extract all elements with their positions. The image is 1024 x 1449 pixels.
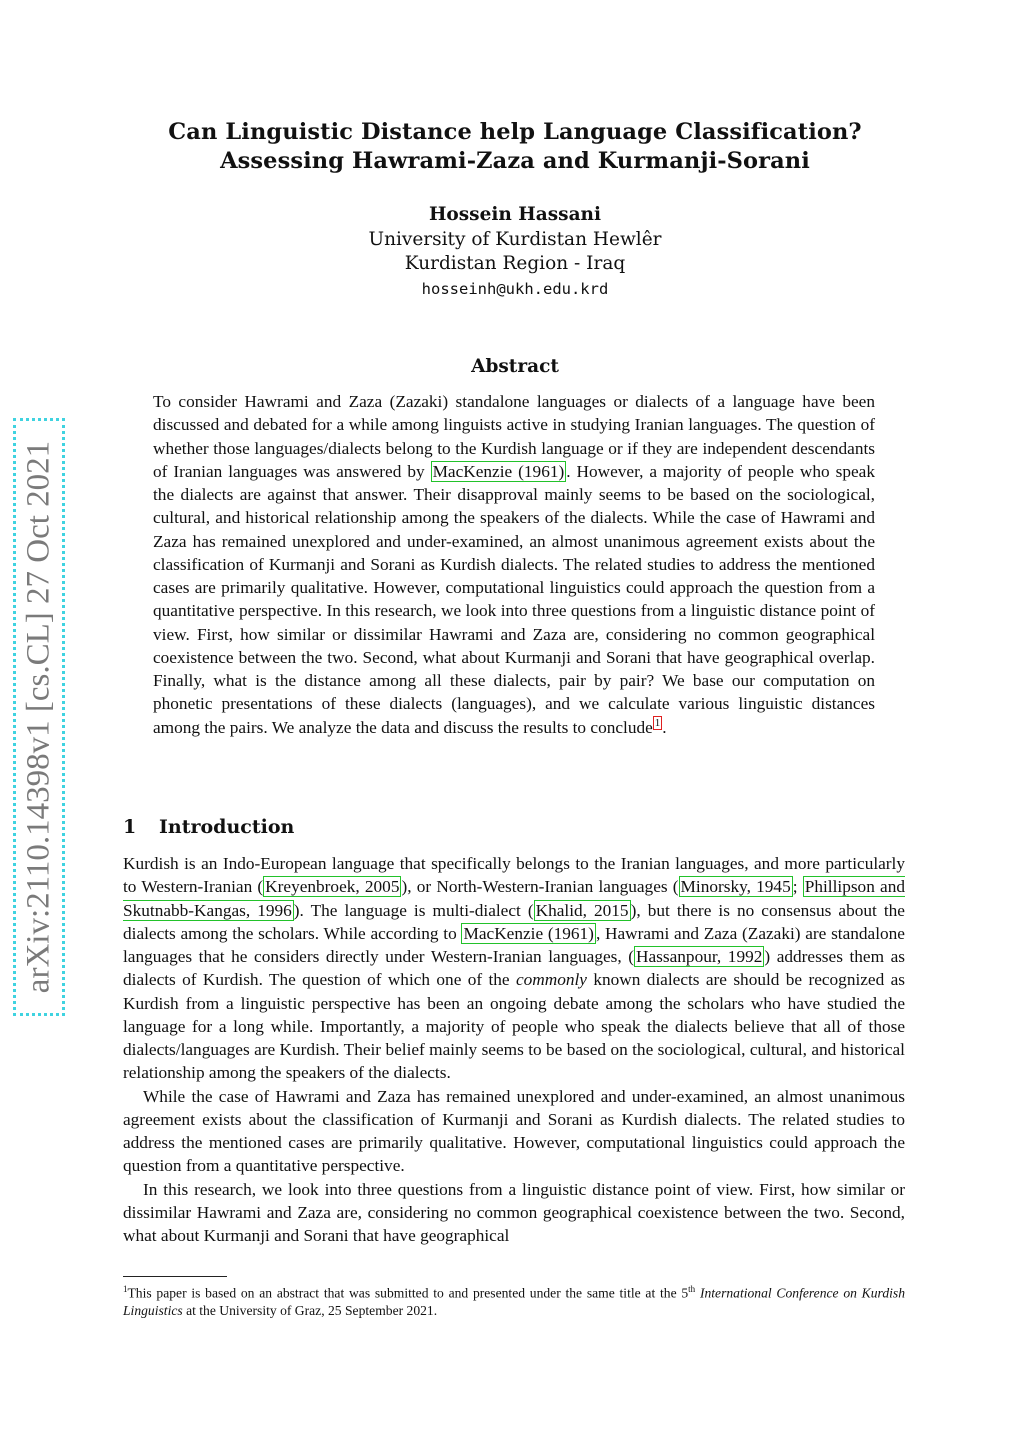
citation-link[interactable]: Hassanpour, 1992: [636, 947, 763, 966]
footnote-rule: [123, 1276, 227, 1277]
text-run: , Hawrami and Zaza (Zazaki) are standalone languages that he considers directly under Western-Iranian languages, (: [123, 923, 905, 966]
section-title: Introduction: [159, 816, 295, 838]
text-run: ), or North-Western-Iranian languages (: [401, 877, 679, 897]
footnote-text-2: at the University of Graz, 25 September 2021.: [182, 1303, 438, 1319]
text-run: ), but there is no consensus about the dialects among the scholars. While according to: [123, 900, 905, 943]
author-location: Kurdistan Region - Iraq: [404, 253, 626, 274]
citation-link[interactable]: MacKenzie (1961): [463, 923, 594, 943]
section-heading: [123, 816, 294, 838]
abstract-text: [153, 390, 875, 739]
abstract-part-2: . However, a majority of people who speak the dialects are against that answer. Their disapproval mainly seems to be based on the sociological, cultural, and historical relationship among the speakers of the dialects. While the case of Hawrami and Zaza has remained unexplored and under-examined, an almost unanimous agreement exists about the classification of Kurmanji and Sorani as Kurdish dialects. The related studies to address the mentioned cases are primarily qualitative. However, computational linguistics could approach the question from a quantitative perspective. In this research, we look into three questions from a linguistic distance point of view. First, how similar or dissimilar Hawrami and Zaza are, considering no common geographical coexistence between the two. Second, what about Kurmanji and Sorani that have geographical overlap. Finally, what is the distance among all these dialects, pair by pair? We base our computation on phonetic presentations of these dialects (languages), and we calculate various linguistic distances among the pairs. We analyze the data and discuss the results to conclude: [153, 461, 875, 737]
text-run: ;: [792, 877, 803, 897]
footnote-ref-link[interactable]: 1: [654, 716, 661, 729]
footnote-mark: 1: [123, 1284, 128, 1294]
citation-link[interactable]: Minorsky, 1945: [680, 877, 791, 897]
text-run: Kurdish is an Indo-European language that specifically belongs to the Iranian languages, and more particularly to Western-Iranian (: [123, 854, 905, 897]
text-run: ). The language is multi-dialect (: [293, 900, 534, 920]
author-affiliation: University of Kurdistan Hewlêr: [368, 228, 662, 250]
abstract-end: .: [662, 717, 667, 737]
intro-paragraph-3: In this research, we look into three questions from a linguistic distance point of view. First, how similar or dissimilar Hawrami and Zaza are, considering no common geographical coexistence between the two. Second, what about Kurmanji and Sorani that have geographical: [123, 1179, 905, 1245]
citation-link[interactable]: Phillipson and Skutnabb-Kangas, 1996: [123, 877, 905, 920]
author-name: Hossein Hassani: [428, 204, 602, 225]
footnote-superscript: th: [688, 1284, 696, 1294]
paper-title: [100, 118, 930, 176]
abstract-part-1: To consider Hawrami and Zaza (Zazaki) standalone languages or dialects of a language have been discussed and debated for a while among linguists active in studying Iranian languages. The question of whether those languages/dialects belong to the Kurdish language or if they are independent descendants of Iranian languages was answered by: [153, 392, 875, 481]
intro-paragraph-1: [123, 852, 905, 1085]
author-email[interactable]: hosseinh@ukh.edu.krd: [421, 279, 609, 298]
arxiv-stamp[interactable]: [13, 418, 65, 1016]
footnote: [123, 1281, 905, 1320]
emphasis-text: commonly: [515, 970, 587, 990]
introduction-body: [123, 852, 905, 1247]
section-number: 1: [123, 816, 137, 838]
author-block: [100, 203, 930, 301]
citation-link[interactable]: MacKenzie (1961): [432, 461, 565, 481]
footnote-conference: International Conference on Kurdish Linguistics: [123, 1285, 905, 1319]
intro-paragraph-2: While the case of Hawrami and Zaza has remained unexplored and under-examined, an almost unanimous agreement exists about the classification of Kurmanji and Sorani as Kurdish dialects. The related studies to address the mentioned cases are primarily qualitative. However, computational linguistics could approach the question from a quantitative perspective.: [123, 1086, 905, 1176]
abstract-heading: Abstract: [471, 356, 559, 377]
title-line-2: Assessing Hawrami-Zaza and Kurmanji-Sorani: [220, 148, 810, 174]
citation-link[interactable]: Khalid, 2015: [535, 900, 629, 920]
text-run: ) addresses them as dialects of Kurdish. The question of which one of the: [123, 947, 906, 990]
footnote-text-1: This paper is based on an abstract that was submitted to and presented under the same title at the 5: [127, 1285, 689, 1301]
citation-link[interactable]: Kreyenbroek, 2005: [265, 877, 400, 897]
title-line-1: Can Linguistic Distance help Language Classification?: [168, 119, 862, 145]
text-run: known dialects are should be recognized as Kurdish from a linguistic perspective has been an ongoing debate among the scholars who have studied the language for a long while. Importantly, a majority of people who speak the dialects believe that all of those dialects/languages are Kurdish. Their belief mainly seems to be based on the sociological, cultural, and historical relationship among the speakers of the dialects.: [123, 970, 905, 1083]
arxiv-stamp-text: arXiv:2110.14398v1 [cs.CL] 27 Oct 2021: [20, 440, 57, 994]
